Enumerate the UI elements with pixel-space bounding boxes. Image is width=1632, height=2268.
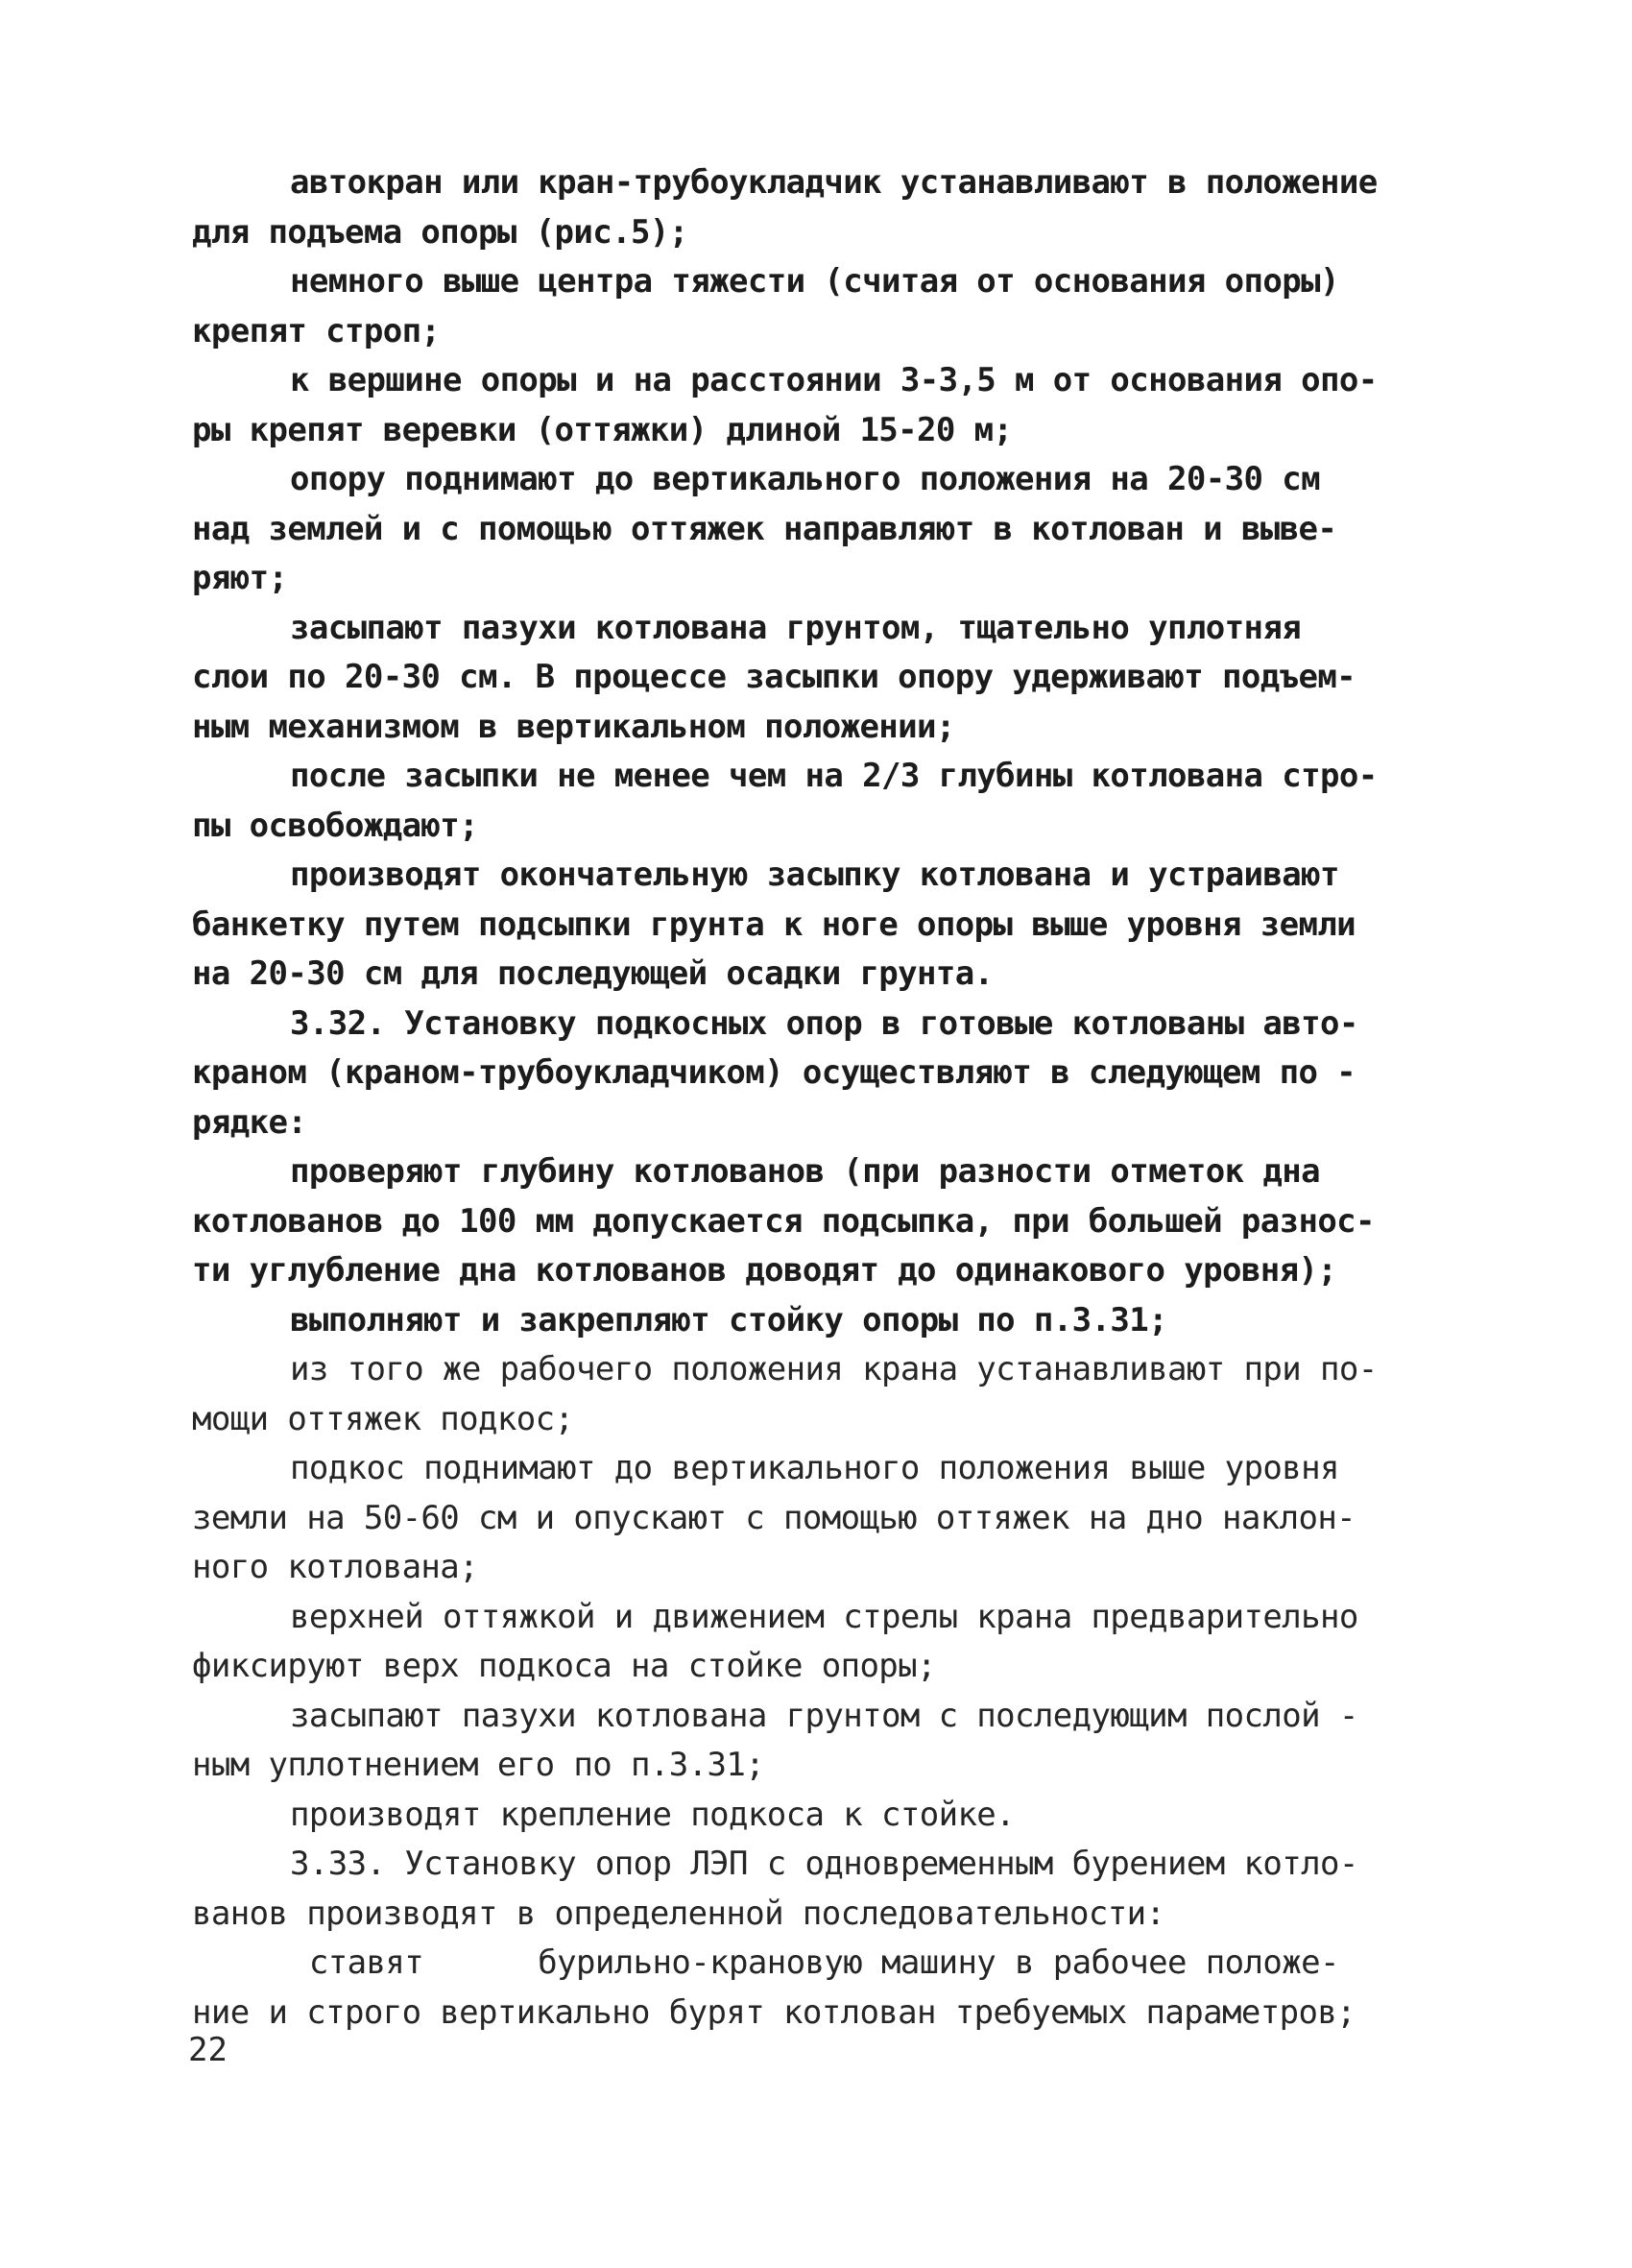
text-line: над землей и с помощью оттяжек направляют в котлован и выве- (192, 509, 1337, 548)
text-line: фиксируют верх подкоса на стойке опоры; (192, 1647, 936, 1685)
text-line: земли на 50-60 см и опускают с помощью оттяжек на дно наклон- (192, 1498, 1356, 1537)
text-line: ние и строго вертикально бурят котлован требуемых параметров; (192, 1992, 1356, 2032)
text-line: краном (краном-трубоукладчиком) осуществляют в следующем по - (192, 1053, 1356, 1092)
text-line: для подъема опоры (рис.5); (192, 212, 688, 252)
text-line: засыпают пазухи котлована грунтом, тщательно уплотняя (290, 608, 1302, 647)
text-line: ставят бурильно-крановую машину в рабочее положе- (290, 1943, 1339, 1982)
text-line: ряют; (192, 559, 288, 597)
text-line: проверяют глубину котлованов (при разности отметок дна (290, 1152, 1320, 1191)
text-line: на 20-30 см для последующей осадки грунта. (192, 954, 994, 993)
text-line: опору поднимают до вертикального положения на 20-30 см (290, 460, 1320, 498)
text-line: немного выше центра тяжести (считая от основания опоры) (290, 262, 1339, 301)
text-line: выполняют и закрепляют стойку опоры по п.3.31; (290, 1300, 1168, 1339)
text-line: мощи оттяжек подкос; (192, 1399, 574, 1438)
text-line: рядке: (192, 1102, 307, 1142)
text-line: автокран или кран-трубоукладчик устанавливают в положение (290, 163, 1378, 202)
text-line: ным уплотнением его по п.3.31; (192, 1746, 765, 1784)
page-number: 22 (188, 2031, 228, 2069)
text-line: котлованов до 100 мм допускается подсыпка, при большей разнос- (192, 1201, 1375, 1241)
text-line: пы освобождают; (192, 806, 479, 845)
text-line: слои по 20-30 см. В процессе засыпки опору удерживают подъем- (192, 658, 1356, 696)
text-line: засыпают пазухи котлована грунтом с последующим послой - (290, 1696, 1358, 1735)
text-line: верхней оттяжкой и движением стрелы крана предварительно (290, 1597, 1358, 1636)
text-line: 3.32. Установку подкосных опор в готовые котлованы авто- (290, 1003, 1358, 1043)
text-line: производят крепление подкоса к стойке. (290, 1795, 1016, 1834)
text-line: 3.33. Установку опор ЛЭП с одновременным бурением котло- (290, 1845, 1358, 1883)
body-text (192, 158, 1440, 2038)
text-line: крепят строп; (192, 311, 441, 350)
text-line: из того же рабочего положения крана устанавливают при по- (290, 1350, 1378, 1388)
text-line: ного котлована; (192, 1548, 479, 1586)
text-line: ти углубление дна котлованов доводят до одинакового уровня); (192, 1251, 1337, 1290)
text-line: ванов производят в определенной последовательности: (192, 1894, 1165, 1933)
text-line: к вершине опоры и на расстоянии 3-3,5 м от основания опо- (290, 361, 1378, 399)
text-line: ры крепят веревки (оттяжки) длиной 15-20 м; (192, 410, 1013, 449)
text-line: ным механизмом в вертикальном положении; (192, 707, 955, 746)
text-line: банкетку путем подсыпки грунта к ноге опоры выше уровня земли (192, 905, 1356, 944)
text-line: после засыпки не менее чем на 2/3 глубины котлована стро- (290, 757, 1378, 795)
text-line: подкос поднимают до вертикального положения выше уровня (290, 1449, 1339, 1487)
text-line: производят окончательную засыпку котлована и устраивают (290, 856, 1339, 894)
